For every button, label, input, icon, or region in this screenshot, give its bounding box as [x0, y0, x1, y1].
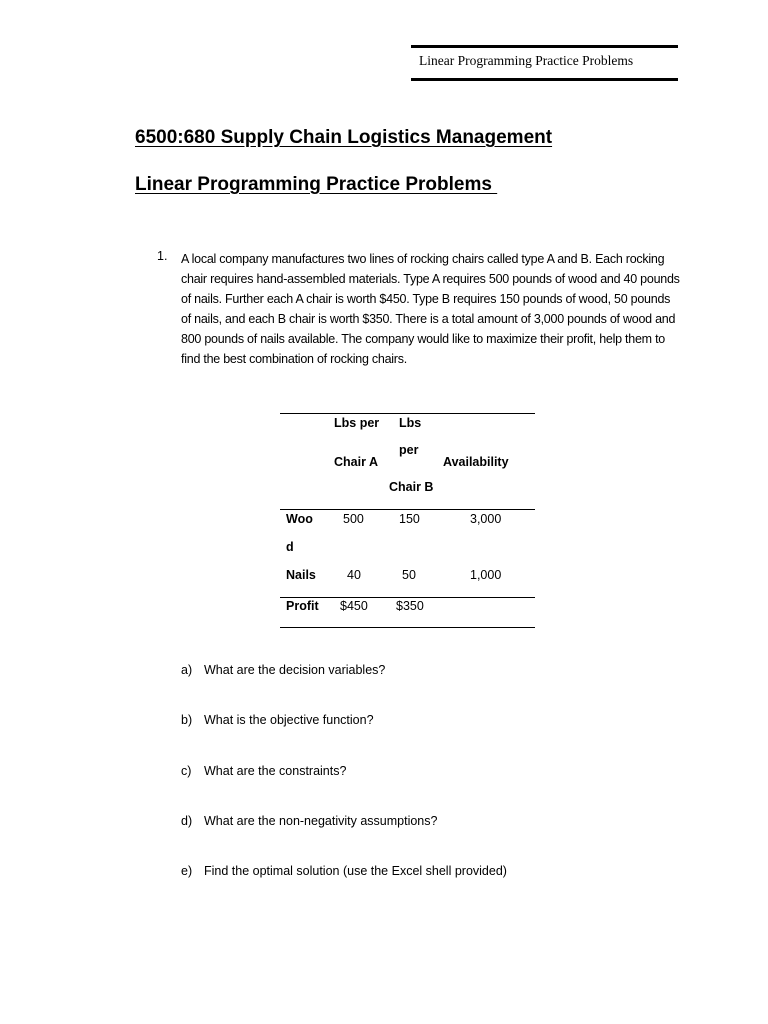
question-text: Find the optimal solution (use the Excel shell provided) [204, 864, 507, 878]
problem-number: 1. [157, 249, 168, 263]
profit-chair-a: $450 [340, 599, 368, 613]
question-letter: d) [181, 814, 193, 828]
profit-chair-b: $350 [396, 599, 424, 613]
document-title: Linear Programming Practice Problems [135, 174, 498, 195]
row-label-wood-line2: d [286, 540, 294, 554]
table-profit-rule [280, 597, 535, 598]
header-chair-b-line1: Lbs [399, 416, 422, 430]
header-chair-a-line2: Chair A [334, 455, 378, 469]
question-letter: a) [181, 663, 193, 677]
table-header-rule [280, 509, 535, 510]
header-chair-b-line3: Chair B [389, 480, 434, 494]
question-letter: b) [181, 713, 193, 727]
question-letter: e) [181, 864, 193, 878]
wood-availability: 3,000 [470, 512, 502, 526]
question-letter: c) [181, 764, 192, 778]
nails-chair-b: 50 [402, 568, 416, 582]
nails-chair-a: 40 [347, 568, 361, 582]
question-text: What are the constraints? [204, 764, 347, 778]
table-top-rule [280, 413, 535, 414]
header-chair-b-line2: per [399, 443, 419, 457]
problem-statement: A local company manufactures two lines of rocking chairs called type A and B. Each rocking chair requires hand-assembled materials. Type A requires 500 pounds of wood and 40 pounds of nails. Further each A chair is worth $450. Type B requires 150 pounds of wood, 50 pounds of nails, and each B chair is worth $350. There is a total amount of 3,000 pounds of wood and 800 pounds of nails available. The company would like to maximize their profit, help them to find the best combination of rocking chairs. [181, 252, 680, 366]
question-text: What is the objective function? [204, 713, 374, 727]
wood-chair-b: 150 [399, 512, 420, 526]
course-title: 6500:680 Supply Chain Logistics Management [135, 127, 553, 148]
nails-availability: 1,000 [470, 568, 502, 582]
header-chair-a-line1: Lbs per [334, 416, 380, 430]
table-bottom-rule [280, 627, 535, 628]
wood-chair-a: 500 [343, 512, 364, 526]
row-label-profit: Profit [286, 599, 319, 613]
running-header-title: Linear Programming Practice Problems [419, 53, 634, 68]
question-text: What are the decision variables? [204, 663, 386, 677]
row-label-nails: Nails [286, 568, 316, 582]
header-availability: Availability [443, 455, 509, 469]
row-label-wood-line1: Woo [286, 512, 313, 526]
question-text: What are the non-negativity assumptions? [204, 814, 438, 828]
